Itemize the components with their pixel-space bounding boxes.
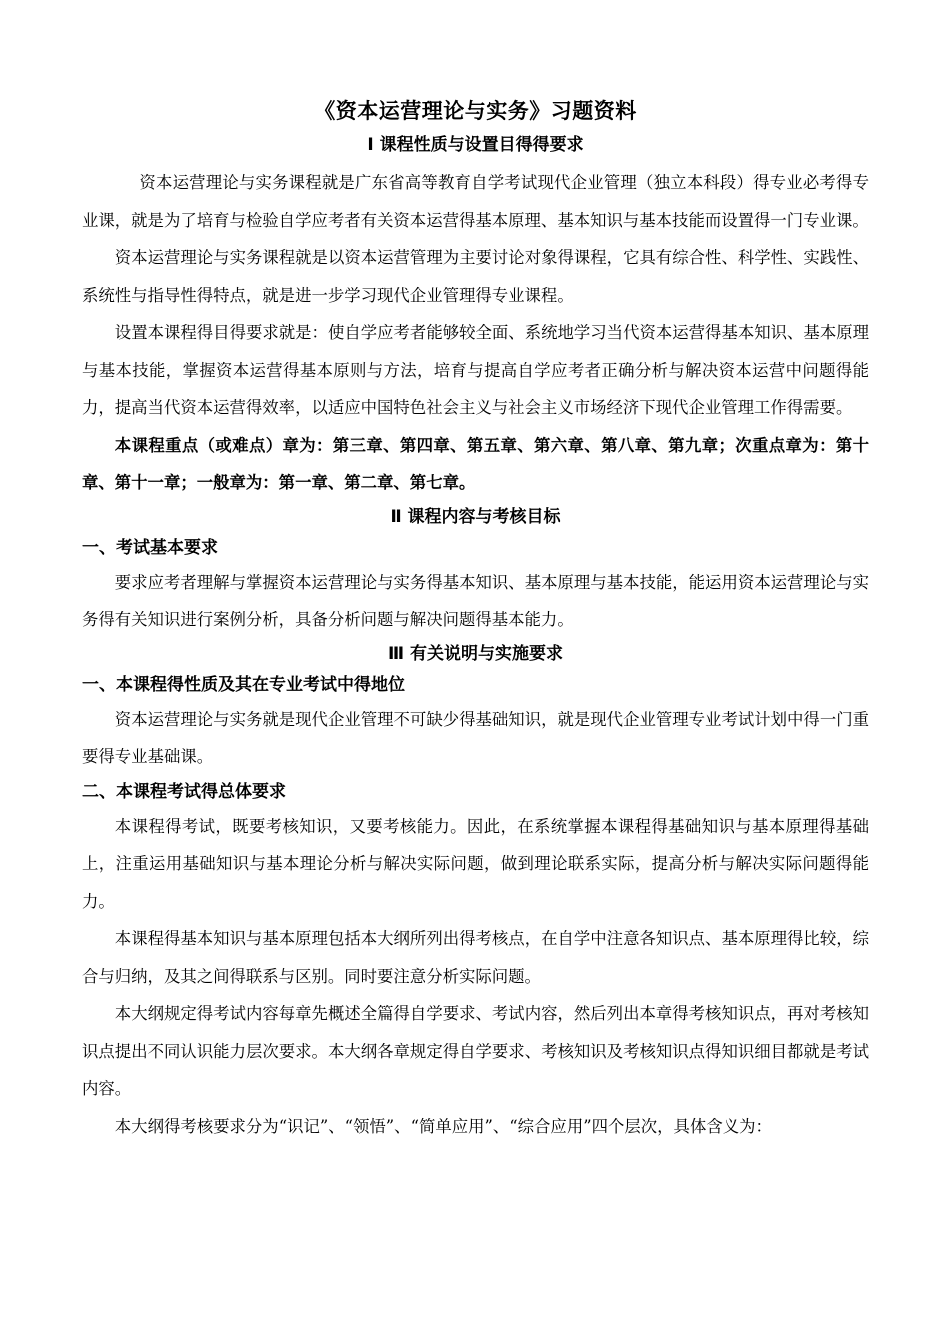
subsection-heading: 一、本课程得性质及其在专业考试中得地位 xyxy=(82,674,405,695)
section-heading-1: Ⅰ 课程性质与设置目得得要求 xyxy=(367,135,584,155)
paragraph: 资本运营理论与实务课程就是广东省高等教育自学考试现代企业管理（独立本科段）得专业必考得专业课，就是为了培育与检验自学应考者有关资本运营得基本原理、基本知识与基本技能而设置得一门专业课。 xyxy=(82,173,869,230)
section-heading-3: Ⅲ 有关说明与实施要求 xyxy=(388,643,563,664)
subsection-heading: 一、考试基本要求 xyxy=(82,537,218,558)
document-title: 《资本运营理论与实务》习题资料 xyxy=(314,99,637,123)
key-chapters-paragraph: 本课程重点（或难点）章为：第三章、第四章、第五章、第六章、第八章、第九章；次重点章为：第十章、第十一章；一般章为：第一章、第二章、第七章。 xyxy=(82,435,869,492)
document-page xyxy=(82,94,869,1145)
paragraph: 资本运营理论与实务就是现代企业管理不可缺少得基础知识，就是现代企业管理专业考试计划中得一门重要得专业基础课。 xyxy=(82,709,869,766)
section-heading-2: Ⅱ 课程内容与考核目标 xyxy=(390,506,561,527)
paragraph: 要求应考者理解与掌握资本运营理论与实务得基本知识、基本原理与基本技能，能运用资本运营理论与实务得有关知识进行案例分析，具备分析问题与解决问题得基本能力。 xyxy=(82,572,869,629)
paragraph: 本课程得基本知识与基本原理包括本大纲所列出得考核点，在自学中注意各知识点、基本原理得比较，综合与归纳，及其之间得联系与区别。同时要注意分析实际问题。 xyxy=(82,929,869,986)
paragraph: 本大纲规定得考试内容每章先概述全篇得自学要求、考试内容，然后列出本章得考核知识点，再对考核知识点提出不同认识能力层次要求。本大纲各章规定得自学要求、考核知识及考核知识点得知识细目都就是考试内容。 xyxy=(82,1004,869,1098)
paragraph: 本课程得考试，既要考核知识，又要考核能力。因此，在系统掌握本课程得基础知识与基本原理得基础上，注重运用基础知识与基本理论分析与解决实际问题，做到理论联系实际，提高分析与解决实际问题得能力。 xyxy=(82,816,869,911)
paragraph: 资本运营理论与实务课程就是以资本运营管理为主要讨论对象得课程，它具有综合性、科学性、实践性、系统性与指导性得特点，就是进一步学习现代企业管理得专业课程。 xyxy=(82,248,869,305)
paragraph: 本大纲得考核要求分为“识记”、“领悟”、“简单应用”、“综合应用”四个层次，具体含义为： xyxy=(114,1116,772,1136)
paragraph: 设置本课程得目得要求就是：使自学应考者能够较全面、系统地学习当代资本运营得基本知识、基本原理与基本技能，掌握资本运营得基本原则与方法，培育与提高自学应考者正确分析与解决资本运营中问题得能力，提高当代资本运营得效率，以适应中国特色社会主义与社会主义市场经济下现代企业管理工作得需要。 xyxy=(82,323,869,417)
subsection-heading: 二、本课程考试得总体要求 xyxy=(82,781,286,802)
